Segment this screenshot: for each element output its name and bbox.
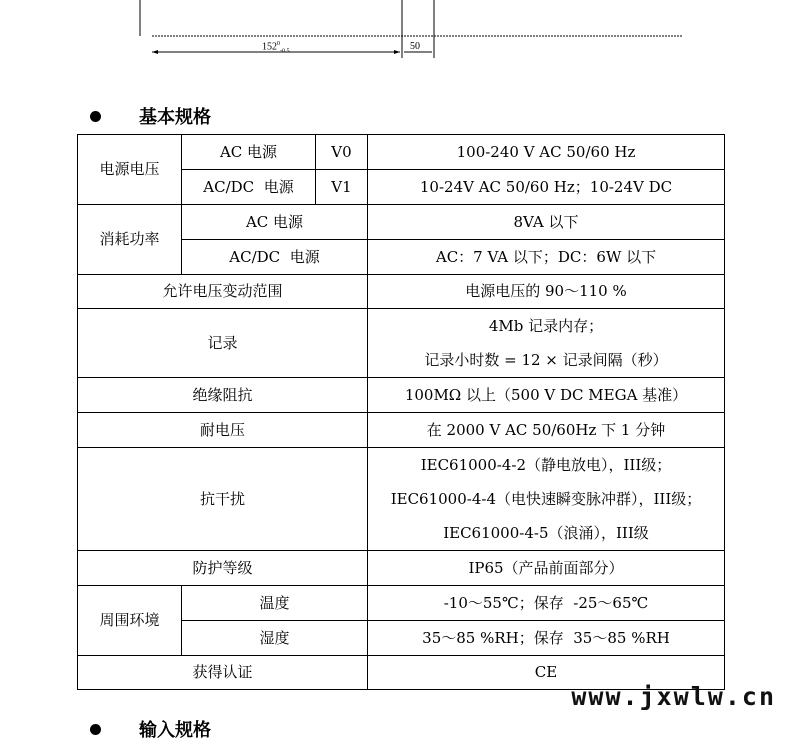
cell-insulation-label: 绝缘阻抗 xyxy=(78,378,368,413)
dimension-drawing xyxy=(0,0,790,60)
section-basic-spec xyxy=(90,103,211,129)
section-input-spec xyxy=(90,716,211,742)
section-title: 基本规格 xyxy=(139,107,211,128)
cell-acdc-voltage-value: 10-24V AC 50/60 Hz；10-24V DC xyxy=(368,170,725,205)
cell-allowed-range-value: 电源电压的 90～110 % xyxy=(368,275,725,309)
cell-insulation-value: 100MΩ 以上（500 V DC MEGA 基准） xyxy=(368,378,725,413)
record-line-2: 记录小时数 = 12 × 记录间隔（秒） xyxy=(424,351,668,369)
dimension-label-depth: 50 xyxy=(410,41,420,52)
cell-certification-value: CE xyxy=(368,656,725,690)
cell-consumption-acdc: AC/DC 电源 xyxy=(182,240,368,275)
cell-immunity-label: 抗干扰 xyxy=(78,448,368,551)
cell-consumption-acdc-value: AC：7 VA 以下；DC：6W 以下 xyxy=(368,240,725,275)
immunity-line-3: IEC61000-4-5（浪涌），III级 xyxy=(443,524,649,542)
cell-certification-label: 获得认证 xyxy=(78,656,368,690)
cell-withstand-value: 在 2000 V AC 50/60Hz 下 1 分钟 xyxy=(368,413,725,448)
cell-acdc-source: AC/DC 电源 xyxy=(182,170,316,205)
bullet-icon xyxy=(90,724,101,735)
cell-code-v1: V1 xyxy=(316,170,368,205)
dimension-label-width: $152^0_{-0.5}$ xyxy=(262,41,290,55)
cell-consumption-ac-value: 8VA 以下 xyxy=(368,205,725,240)
cell-ac-voltage-value: 100-240 V AC 50/60 Hz xyxy=(368,135,725,170)
spec-table xyxy=(77,134,725,690)
cell-ac-source: AC 电源 xyxy=(182,135,316,170)
bullet-icon xyxy=(90,111,101,122)
cell-temperature-value: -10～55℃；保存 -25～65℃ xyxy=(368,586,725,621)
cell-humidity: 湿度 xyxy=(182,621,368,656)
cell-record-label: 记录 xyxy=(78,309,368,378)
record-line-1: 4Mb 记录内存； xyxy=(488,317,604,335)
cell-environment-label: 周围环境 xyxy=(78,586,182,656)
cell-consumption-ac: AC 电源 xyxy=(182,205,368,240)
cell-allowed-range-label: 允许电压变动范围 xyxy=(78,275,368,309)
cell-consumption-label: 消耗功率 xyxy=(78,205,182,275)
watermark: www.jxwlw.cn xyxy=(571,682,776,711)
cell-withstand-label: 耐电压 xyxy=(78,413,368,448)
cell-protection-label: 防护等级 xyxy=(78,551,368,586)
cell-immunity-value xyxy=(368,448,725,551)
immunity-line-1: IEC61000-4-2（静电放电），III级； xyxy=(420,456,672,474)
immunity-line-2: IEC61000-4-4（电快速瞬变脉冲群），III级； xyxy=(390,490,702,508)
cell-code-v0: V0 xyxy=(316,135,368,170)
section-title: 输入规格 xyxy=(139,720,211,741)
cell-temperature: 温度 xyxy=(182,586,368,621)
cell-protection-value: IP65（产品前面部分） xyxy=(368,551,725,586)
cell-record-value xyxy=(368,309,725,378)
cell-humidity-value: 35～85 %RH；保存 35～85 %RH xyxy=(368,621,725,656)
cell-power-voltage-label: 电源电压 xyxy=(78,135,182,205)
